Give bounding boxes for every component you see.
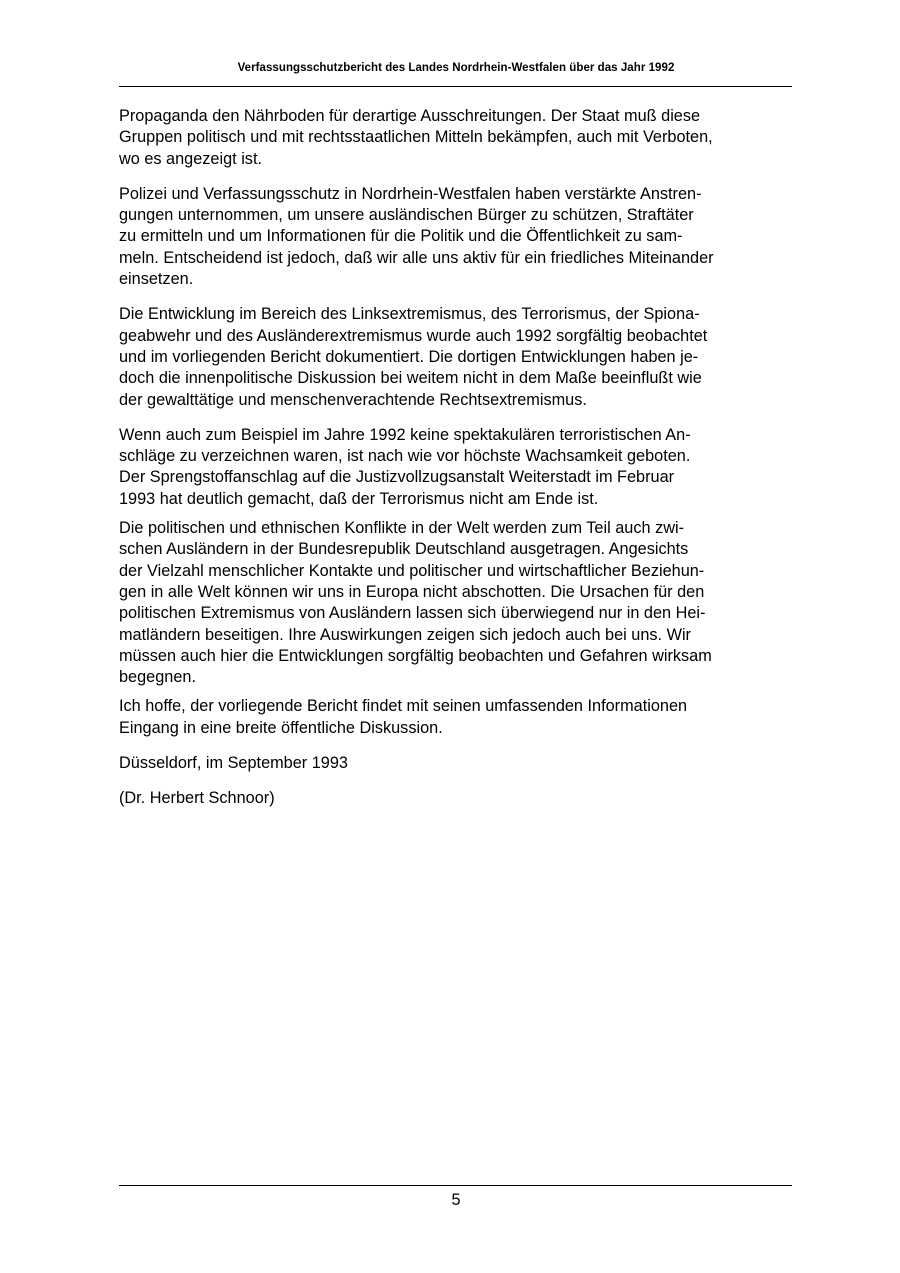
- text-line: Propaganda den Nährboden für derartige Ausschreitungen. Der Staat muß diese: [119, 107, 701, 125]
- text-line: Gruppen politisch und mit rechtsstaatlichen Mitteln bekämpfen, auch mit Verboten,: [119, 128, 713, 147]
- footer-rule: [119, 1185, 792, 1186]
- paragraph: [119, 184, 791, 290]
- paragraph: [119, 518, 791, 688]
- text-line: und im vorliegenden Bericht dokumentiert. Die dortigen Entwicklungen haben je-: [119, 347, 699, 366]
- paragraph: [119, 106, 791, 170]
- text-line: schen Ausländern in der Bundesrepublik Deutschland ausgetragen. Angesichts: [119, 540, 689, 559]
- text-line: der Vielzahl menschlicher Kontakte und politischer und wirtschaftlicher Beziehun-: [119, 561, 705, 580]
- place-date: [119, 753, 791, 774]
- text-line: zu ermitteln und um Informationen für die Politik und die Öffentlichkeit zu sam-: [119, 227, 683, 246]
- text-line: schläge zu verzeichnen waren, ist nach wie vor höchste Wachsamkeit geboten.: [119, 447, 691, 466]
- text-line: matländern beseitigen. Ihre Auswirkungen zeigen sich jedoch auch bei uns. Wir: [119, 625, 691, 644]
- text-line: politischen Extremismus von Ausländern lassen sich überwiegend nur in den Hei-: [119, 604, 706, 623]
- header-rule: [119, 86, 792, 87]
- text-line: Polizei und Verfassungsschutz in Nordrhein-Westfalen haben verstärkte Anstren-: [119, 184, 702, 203]
- text-line: Die politischen und ethnischen Konflikte in der Welt werden zum Teil auch zwi-: [119, 519, 685, 538]
- page-number: 5: [451, 1191, 461, 1209]
- text-line: der gewalttätige und menschenverachtende Rechtsextremismus.: [119, 390, 587, 409]
- text-line: begegnen.: [119, 668, 196, 687]
- document-body: [119, 106, 791, 810]
- paragraph: [119, 304, 791, 410]
- text-line: Eingang in eine breite öffentliche Diskussion.: [119, 718, 443, 737]
- text-line: Die Entwicklung im Bereich des Linksextremismus, des Terrorismus, der Spiona-: [119, 305, 700, 324]
- text-line: geabwehr und des Ausländerextremismus wurde auch 1992 sorgfältig beobachtet: [119, 326, 708, 345]
- paragraph: [119, 696, 791, 739]
- text-line: Der Sprengstoffanschlag auf die Justizvollzugsanstalt Weiterstadt im Februar: [119, 468, 675, 487]
- signature-line: (Dr. Herbert Schnoor): [119, 789, 275, 808]
- text-line: Ich hoffe, der vorliegende Bericht findet mit seinen umfassenden Informationen: [119, 697, 688, 716]
- text-line: müssen auch hier die Entwicklungen sorgfältig beobachten und Gefahren wirksam: [119, 646, 712, 665]
- text-line: gen in alle Welt können wir uns in Europa nicht abschotten. Die Ursachen für den: [119, 582, 705, 601]
- text-line: meln. Entscheidend ist jedoch, daß wir alle uns aktiv für ein friedliches Miteinander: [119, 248, 714, 267]
- running-header: Verfassungsschutzbericht des Landes Nordrhein-Westfalen über das Jahr 1992: [237, 62, 675, 74]
- text-line: wo es angezeigt ist.: [119, 149, 262, 168]
- text-line: gungen unternommen, um unsere ausländischen Bürger zu schützen, Straftäter: [119, 206, 694, 225]
- paragraph: [119, 425, 791, 510]
- place-date-line: Düsseldorf, im September 1993: [119, 754, 348, 773]
- text-line: doch die innenpolitische Diskussion bei weitem nicht in dem Maße beeinflußt wie: [119, 369, 702, 388]
- text-line: einsetzen.: [119, 270, 194, 289]
- signature: [119, 788, 791, 809]
- text-line: Wenn auch zum Beispiel im Jahre 1992 keine spektakulären terroristischen An-: [119, 425, 691, 444]
- text-line: 1993 hat deutlich gemacht, daß der Terrorismus nicht am Ende ist.: [119, 489, 599, 508]
